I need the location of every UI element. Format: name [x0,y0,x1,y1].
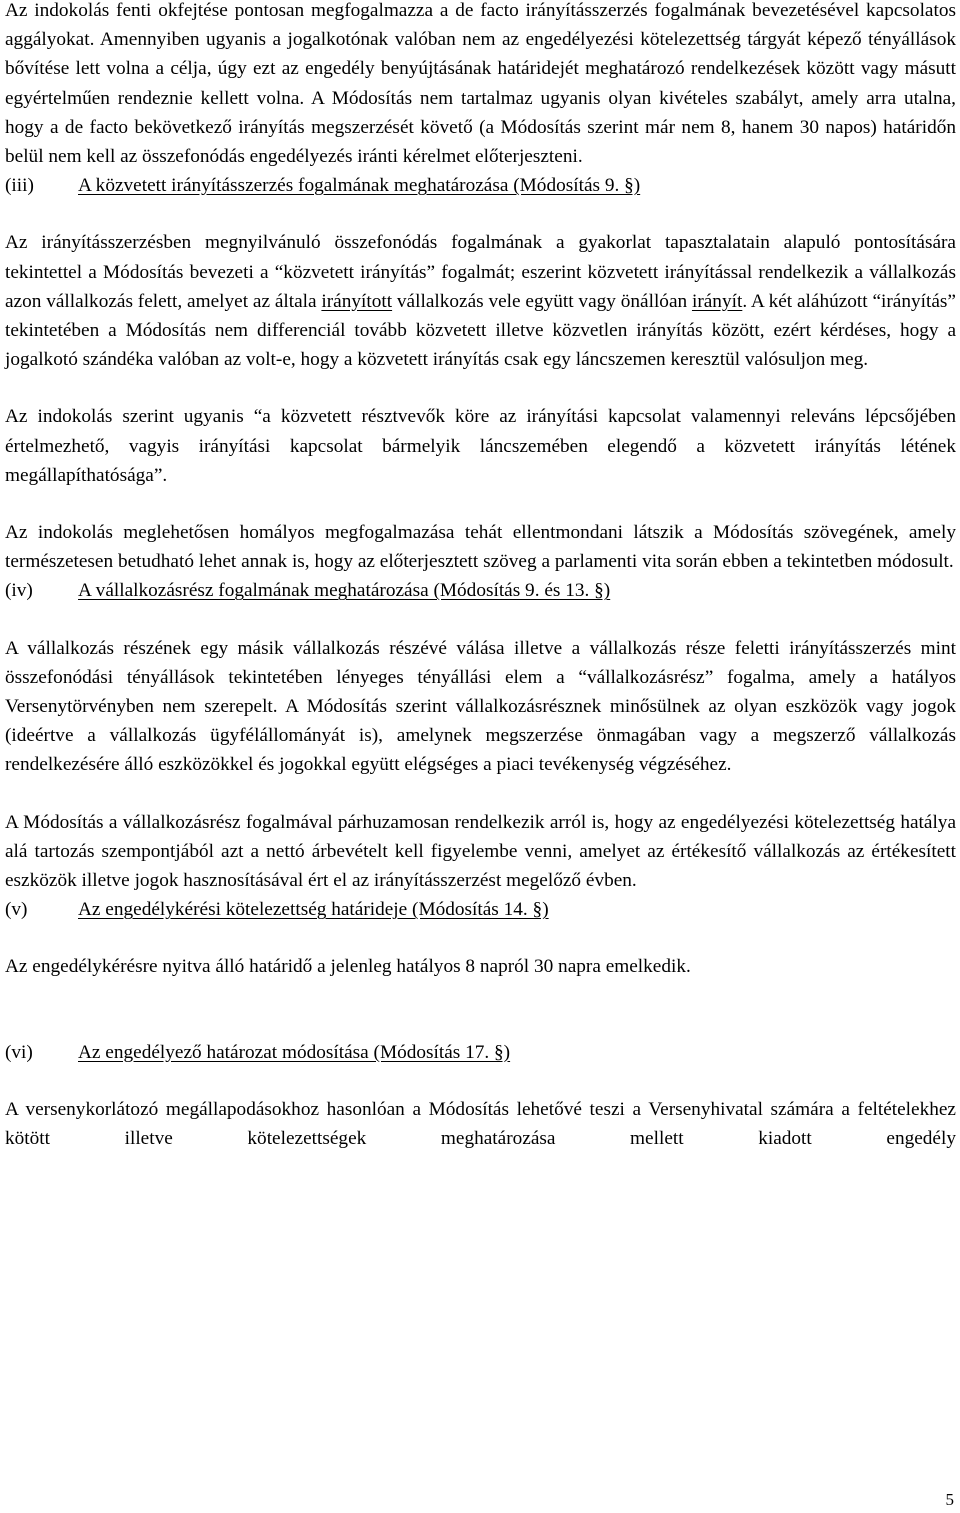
section-heading-vi [5,1038,956,1067]
text-run: Az irányításszerzésben megnyilvánuló összefonódás fogalmának a gyakorlat tapasztalatain alapuló pontosítására tekintettel a Módosítás bevezeti a “közvetett irányítás” fogalmát; eszerint közvetett irányítással rendelkezik a vállalkozás azon vállalkozás felett, amelyet az általa [5,232,956,312]
section-title: A vállalkozásrész fogalmának meghatározása (Módosítás 9. és 13. §) [78,580,611,602]
paragraph-kozvetett-iranyitas [5,228,956,374]
underlined-word: irányít [691,290,743,312]
document-page [5,0,956,1153]
text-run: . A két aláhúzott “irányítás” tekintetében a Módosítás nem differenciál tovább közvetett illetve közvetlen irányítás között, ezért kérdéses, hogy a jogalkotó szándéka valóban az volt-e, hogy a közvetett irányítás csak egy láncszemen keresztül valósuljon meg. [5,290,956,371]
paragraph-netto-arbevetel: A Módosítás a vállalkozásrész fogalmával párhuzamosan rendelkezik arról is, hogy az engedélyezési kötelezettség hatálya alá tartozás szempontjából azt a nettó árbevételt kell figyelembe venni, amelyet az értékesítő vállalkozás az értékesített eszközök illetve jogok hasznosításával ért el az irányításszerzést megelőző évben. [5,811,956,892]
paragraph-homalyos: Az indokolás meglehetősen homályos megfogalmazása tehát ellentmondani látszik a Módosítás szövegének, amely természetesen betudható lehet annak is, hogy az előterjesztett szöveg a parlamenti vita során ebben a tekintetben módosult. [5,522,956,573]
paragraph-indokolas-szerint: Az indokolás szerint ugyanis “a közvetett résztvevők köre az irányítási kapcsolat valamennyi releváns lépcsőjében értelmezhető, vagyis irányítási kapcsolat bármelyik láncszemében elegendő a közvetett irányítás létének megállapíthatósága”. [5,406,956,486]
paragraph-vallalkozasresz: A vállalkozás részének egy másik vállalkozás részévé válása illetve a vállalkozás része feletti irányításszerzés mint összefonódási tényállások tekintetében lényeges tényállási elem a “vállalkozásrész” fogalma, amely a hatályos Versenytörvényben nem szerepelt. A Módosítás szerint vállalkozásrésznek minősülnek az olyan eszközök vagy jogok (ideértve a vállalkozás ügyfélállományát is), amelynek megszerzése önmagában vagy a megszerző vállalkozás rendelkezésére álló eszközökkel és jogokkal együtt elégséges a piaci tevékenység végzéséhez. [5,637,956,776]
section-title: A közvetett irányításszerzés fogalmának meghatározása (Módosítás 9. §) [78,175,641,197]
section-number: (iv) [5,580,33,602]
page-number: 5 [945,1490,954,1509]
section-title: Az engedélyező határozat módosítása (Módosítás 17. §) [78,1041,511,1063]
paragraph-indokolas-fenti: Az indokolás fenti okfejtése pontosan megfogalmazza a de facto irányításszerzés fogalmának bevezetésével kapcsolatos aggályokat. Amennyiben ugyanis a jogalkotónak valóban nem az engedélyezési kötelezettség tárgyát képező tényállások bővítése lett volna a célja, úgy ezt az engedély benyújtásának határidejét meghatározó rendelkezések között vagy másutt egyértelműen rendeznie kellett volna. A Módosítás nem tartalmaz ugyanis olyan kivételes szabályt, amely arra utalna, hogy a de facto bekövetkező irányítás megszerzését követő (a Módosítás szerint már nem 8, hanem 30 napos) határidőn belül nem kell az összefonódás engedélyezés iránti kérelmet előterjeszteni. [5,0,956,168]
text-run: vállalkozás vele együtt vagy önállóan [392,290,692,312]
section-heading-v [5,895,956,924]
section-number: (v) [5,899,28,921]
section-number: (vi) [5,1041,33,1063]
paragraph-hatarido: Az engedélykérésre nyitva álló határidő a jelenleg hatályos 8 napról 30 napra emelkedik. [5,956,691,978]
paragraph-engedelyezo-hatarozat: A versenykorlátozó megállapodásokhoz hasonlóan a Módosítás lehetővé teszi a Versenyhivatal számára a feltételekhez kötött illetve kötelezettségek meghatározása mellett kiadott engedély [5,1098,956,1150]
underlined-word: irányított [321,290,393,312]
section-title: Az engedélykérési kötelezettség határideje (Módosítás 14. §) [78,899,549,921]
section-heading-iv [5,576,956,605]
section-heading-iii [5,171,956,200]
section-number: (iii) [5,175,34,197]
